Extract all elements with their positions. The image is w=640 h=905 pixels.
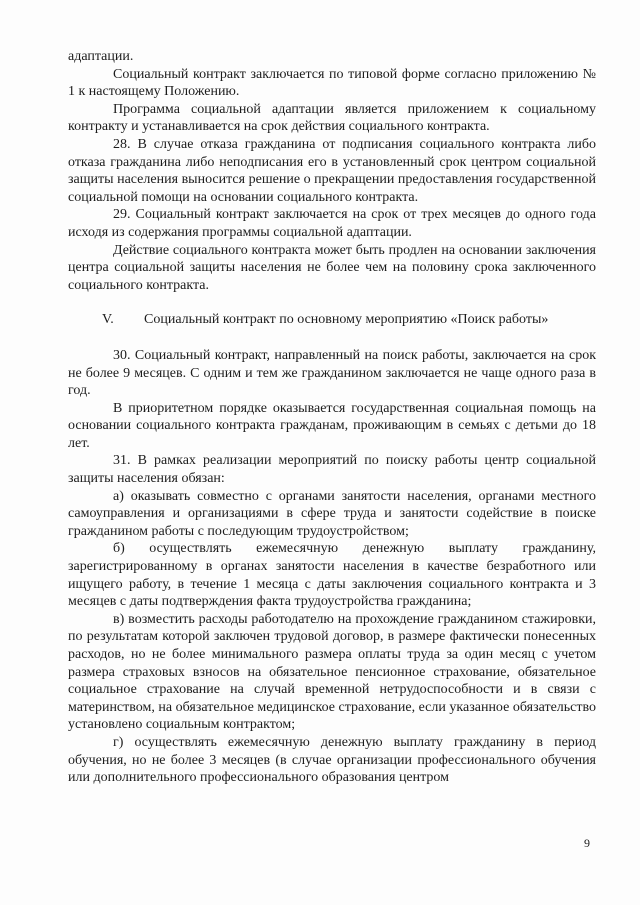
paragraph: Действие социального контракта может быть продлен на основании заключения центра социальной защиты населения не более чем на половину срока заключенного социального контракта. <box>68 242 596 293</box>
paragraph: Социальный контракт заключается по типовой форме согласно приложению № 1 к настоящему Положению. <box>68 66 596 100</box>
document-body <box>68 48 596 787</box>
page-number: 9 <box>584 836 590 850</box>
paragraph-29: 29. Социальный контракт заключается на срок от трех месяцев до одного года исходя из содержания программы социальной адаптации. <box>68 207 596 240</box>
section-number: V. <box>102 312 114 328</box>
paragraph-30: 30. Социальный контракт, направленный на поиск работы, заключается на срок не более 9 месяцев. С одним и тем же гражданином заключается не чаще одного раза в год. <box>68 347 596 399</box>
list-item-g: г) осуществлять ежемесячную денежную выплату гражданину в период обучения, но не более 3 месяцев (в случае организации профессионального обучения или дополнительного профессионального образования центром <box>68 734 596 786</box>
section-title: Социальный контракт по основному мероприятию «Поиск работы» <box>144 312 549 328</box>
list-item-a: а) оказывать совместно с органами занятости населения, органами местного самоуправления и организациями в сфере труда и занятости содействие в поиске гражданином работы с последующим трудоустройством; <box>68 488 596 539</box>
paragraph: В приоритетном порядке оказывается государственная социальная помощь на основании социального контракта гражданам, проживающим в семьях с детьми до 18 лет. <box>68 400 596 451</box>
list-item-b: б) осуществлять ежемесячную денежную выплату гражданину, зарегистрированному в органах занятости населения в качестве безработного или ищущего работу, в течение 1 месяца с даты заключения социального контракта и 3 месяцев с даты подтверждения факта трудоустройства гражданина; <box>68 541 596 610</box>
paragraph-28: 28. В случае отказа гражданина от подписания социального контракта либо отказа гражданина либо неподписания его в установленный срок центром социальной защиты населения выносится решение о прекращении предоставления государственной социальной помощи на основании социального контракта. <box>68 136 596 205</box>
list-item-v: в) возместить расходы работодателю на прохождение гражданином стажировки, по результатам которой заключен трудовой договор, в размере фактически понесенных расходов, но не более минимального размера оплаты труда за один месяц с учетом размера страховых взносов на обязательное пенсионное страхование, обязательное социальное страхование на случай временной нетрудоспособности и в связи с материнством, на обязательное медицинское страхование, если указанное обязательство установлено социальным контрактом; <box>68 611 596 733</box>
section-heading <box>68 311 596 329</box>
paragraph-31: 31. В рамках реализации мероприятий по поиску работы центр социальной защиты населения обязан: <box>68 453 596 487</box>
paragraph: Программа социальной адаптации является приложением к социальному контракту и устанавливается на срок действия социального контракта. <box>68 101 596 135</box>
paragraph: адаптации. <box>68 49 134 64</box>
